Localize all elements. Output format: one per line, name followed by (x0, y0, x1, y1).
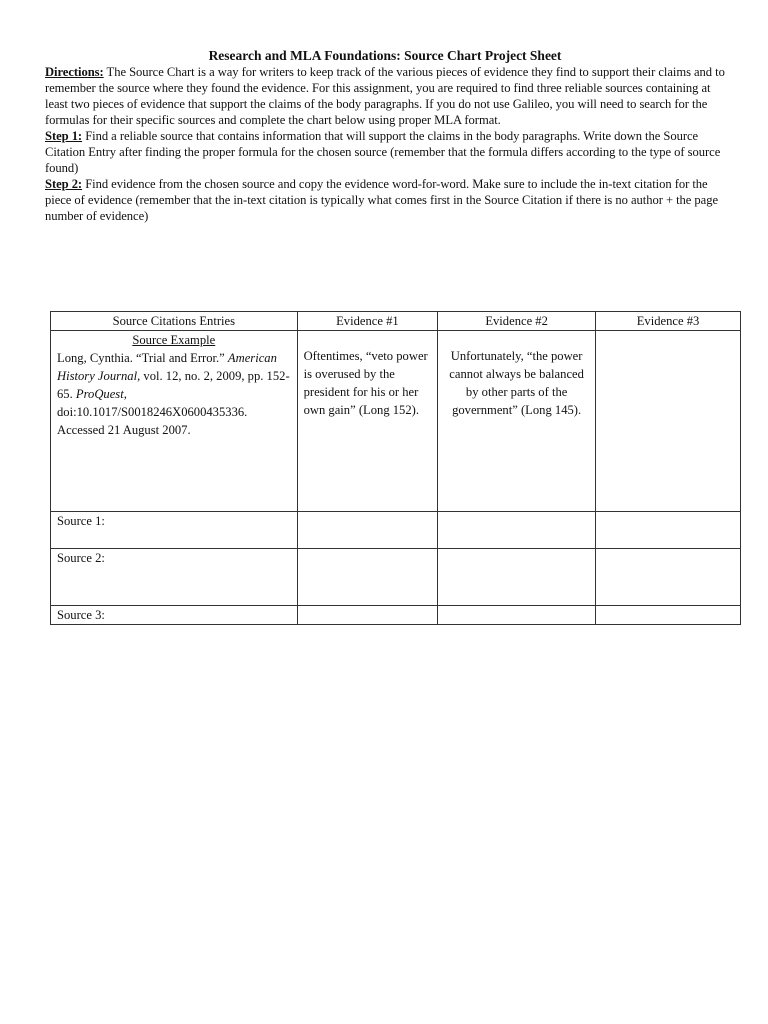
step1-paragraph (45, 128, 725, 176)
source-1-evidence-3[interactable] (596, 512, 741, 549)
citation-author-title: Long, Cynthia. “Trial and Error.” (57, 351, 228, 365)
step2-text: Find evidence from the chosen source and copy the evidence word-for-word. Make sure to include the in-text citation for the piece of evidence (remember that the in-text citation is typically what comes first in the Source Citation if there is no author + the page number of evidence) (45, 177, 718, 223)
table-row (51, 606, 741, 625)
directions-text: The Source Chart is a way for writers to keep track of the various pieces of evidence they find to support their claims and to remember the source where they found the evidence. For this assignment, you are required to find three reliable sources containing at least two pieces of evidence that support the claims of the body paragraphs. If you do not use Galileo, you will need to search for the formulas for their specific sources and complete the chart below using proper MLA format. (45, 65, 725, 127)
citation-journal: American History Journal, (57, 351, 277, 383)
example-evidence-3-cell[interactable] (596, 331, 741, 512)
table-header-row (51, 312, 741, 331)
header-evidence-2: Evidence #2 (438, 312, 596, 331)
example-evidence-2-cell[interactable] (438, 331, 596, 512)
worksheet (45, 47, 725, 224)
table-row (51, 512, 741, 549)
header-evidence-3: Evidence #3 (596, 312, 741, 331)
source-2-evidence-3[interactable] (596, 549, 741, 606)
step1-text: Find a reliable source that contains information that will support the claims in the body paragraphs. Write down the Source Citation Entry after finding the proper formula for the chosen source (remember that the formula differs according to the type of source found) (45, 129, 721, 175)
source-2-evidence-2[interactable] (438, 549, 596, 606)
table-row (51, 549, 741, 606)
example-evidence-1: Oftentimes, “veto power is overused by the president for his or her own gain” (Long 152). (303, 349, 428, 417)
source-3-evidence-1[interactable] (297, 606, 438, 625)
source-chart-table (50, 311, 741, 625)
step2-paragraph (45, 176, 725, 224)
directions-paragraph (45, 64, 725, 128)
page-title: Research and MLA Foundations: Source Chart Project Sheet (208, 48, 562, 63)
directions-label: Directions: (45, 65, 104, 79)
example-evidence-2: Unfortunately, “the power cannot always be balanced by other parts of the government” (Long 145). (449, 349, 584, 417)
source-1-evidence-1[interactable] (297, 512, 438, 549)
step2-label: Step 2: (45, 177, 83, 191)
example-citation (57, 349, 291, 439)
source-1-evidence-2[interactable] (438, 512, 596, 549)
source-3-label: Source 3: (57, 608, 105, 622)
citation-volume: vol. 12, no. 2, 2009, pp. 152-65. (57, 369, 290, 401)
header-source-citations: Source Citations Entries (51, 312, 298, 331)
example-evidence-1-cell[interactable] (297, 331, 438, 512)
source-3-evidence-3[interactable] (596, 606, 741, 625)
example-citation-cell (51, 331, 298, 512)
citation-doi: , doi:10.1017/S0018246X0600435336. Accessed 21 August 2007. (57, 387, 248, 437)
source-2-cell[interactable] (51, 549, 298, 606)
source-1-cell[interactable] (51, 512, 298, 549)
source-2-evidence-1[interactable] (297, 549, 438, 606)
citation-database: ProQuest (75, 387, 124, 401)
example-row (51, 331, 741, 512)
source-1-label: Source 1: (57, 514, 105, 528)
source-3-cell[interactable] (51, 606, 298, 625)
source-3-evidence-2[interactable] (438, 606, 596, 625)
step1-label: Step 1: (45, 129, 83, 143)
header-evidence-1: Evidence #1 (297, 312, 438, 331)
source-example-heading: Source Example (132, 333, 216, 347)
source-2-label: Source 2: (57, 551, 105, 565)
